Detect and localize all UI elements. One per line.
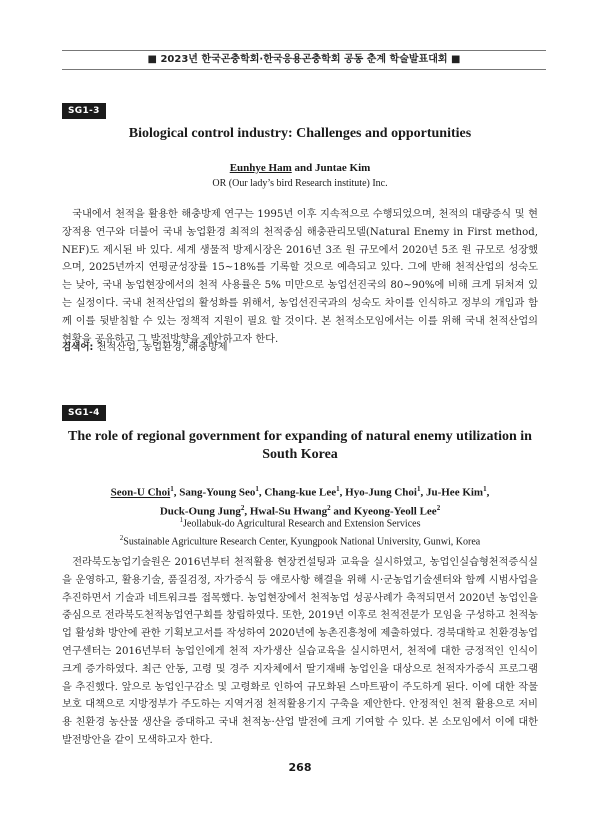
affiliation: OR (Our lady’s bird Research institute) Inc.	[212, 178, 388, 189]
abstract-title	[62, 428, 538, 464]
separator: ,	[486, 486, 490, 499]
affil-sup: 1	[170, 485, 174, 493]
co-author: , Hyo-Jung Choi	[339, 486, 417, 499]
affil-sup: 1	[483, 485, 487, 493]
abstract-body: 전라북도농업기술원은 2016년부터 천적활용 현장컨설팅과 교육을 실시하였고, 농업인실습형천적증식실을 운영하고, 활용기술, 품질검정, 자가증식 등 애로사항 해결을 위해 시·군농업기술센터와 함께 시범사업을 추진하면서 기술과 네트워크를 접목했다. 농업현장에서 천적농업 성공사례가 축적되면서 2020년 농업인을 중심으로 전라북도천적농업연구회를 창립하였다. 또한, 2019년 이후로 천적전문가 모임을 구성하고 천적농업 활성화 방안에 관한 기획보고서를 작성하여 2020년에 농촌진흥청에 제출하였다. 경북대학교 친환경농업연구센터는 2016년부터 농업인에게 천적 자가생산 실습교육을 실시하면서, 천적에 대한 긍정적인 인식이 크게 증가하였다. 최근 안동, 고령 및 경주 지자체에서 딸기재배 농업인을 대상으로 천적자가증식 프로그램을 추진했다. 앞으로 농업인구감소 및 고령화로 인하여 규모화된 스마트팜이 주도하게 된다. 이에 대한 작물보호 대책으로 지방정부가 주도하는 지역거점 천적활용기지 구축을 제안한다. 안정적인 천적 활용으로 저비용 친환경 농산물 생산을 증대하고 국내 천적농·산업 발전에 크게 기여할 수 있다. 본 소모임에서 이에 대한 발전방안을 같이 모색하고자 한다.	[62, 557, 538, 746]
session-tag-sg1-4: SG1-4	[62, 405, 106, 421]
keywords	[62, 340, 538, 356]
affiliation-2: Sustainable Agriculture Research Center, Kyungpook National University, Gunwi, Korea	[123, 536, 481, 548]
author-list	[62, 161, 538, 176]
affil-sup: 2	[436, 503, 441, 512]
keywords-value: 천적산업, 농업환경, 해충방제	[93, 342, 228, 353]
affil-sup: 1	[336, 485, 340, 493]
conference-header: ■ 2023년 한국곤충학회·한국응용곤충학회 공동 춘계 학술발표대회 ■	[62, 50, 546, 70]
co-authors: and Juntae Kim	[291, 162, 371, 174]
session-tag-sg1-3: SG1-3	[62, 103, 106, 119]
affil-sup: 1	[416, 485, 421, 493]
affil-sup: 1	[179, 516, 184, 524]
co-author: , Sang-Young Seo	[173, 486, 256, 499]
affil-sup: 2	[119, 534, 124, 543]
co-author: , Chang-kue Lee	[258, 486, 337, 499]
page-number: 268	[288, 761, 312, 774]
co-author: , Hwal-Su Hwang	[244, 505, 328, 518]
affil-sup: 1	[255, 485, 259, 493]
presenting-author: Eunhye Ham	[229, 162, 292, 174]
affil-sup: 2	[327, 503, 331, 512]
co-author: and Kyeong-Yeoll Lee	[330, 505, 437, 518]
presenting-author: Seon-U Choi	[110, 486, 171, 499]
title-line: South Korea	[262, 447, 338, 462]
co-author: Duck-Oung Jung	[159, 505, 241, 518]
abstract-body: 국내에서 천적을 활용한 해충방제 연구는 1995년 이후 지속적으로 수행되었으며, 천적의 대량증식 및 현장적용 연구와 더불어 국내 농업환경 최적의 천적중심 해충관리모델(Natural Enemy in First method, NEF)도 제시된 바 있다. 세계 생물적 방제시장은 2016년 3조 원 규모에서 2020년 5조 원 규모로 성장했으며, 2025년까지 연평균성장률 15~18%를 기록할 것으로 예측되고 있다. 그에 반해 천적산업의 성숙도는 낮아, 국내 농업현장에서의 천적 사용률은 5% 미만으로 농업선진국의 80~90%에 비해 크게 뒤처져 있는 실정이다. 국내 천적산업의 활성화를 위해서, 농업선진국과의 성숙도 차이를 인식하고 정부의 개입과 함께 이를 뒷받침할 수 있는 정책적 지원이 필요 할 것이다. 본 천적소모임에서는 이를 위해 국내 천적산업의 현황을 공유하고 그 발전방향을 제안하고자 한다.	[62, 209, 538, 345]
title-line: The role of regional government for expanding of natural enemy utilization in	[68, 429, 532, 444]
abstract-title: Biological control industry: Challenges and opportunities	[128, 126, 472, 141]
keywords-label: 검색어:	[62, 342, 94, 353]
affil-sup: 2	[240, 503, 245, 512]
affiliation	[62, 513, 538, 550]
affiliation-1: Jeollabuk-do Agricultural Research and Extension Services	[183, 518, 421, 530]
co-author: , Ju-Hee Kim	[420, 486, 484, 499]
